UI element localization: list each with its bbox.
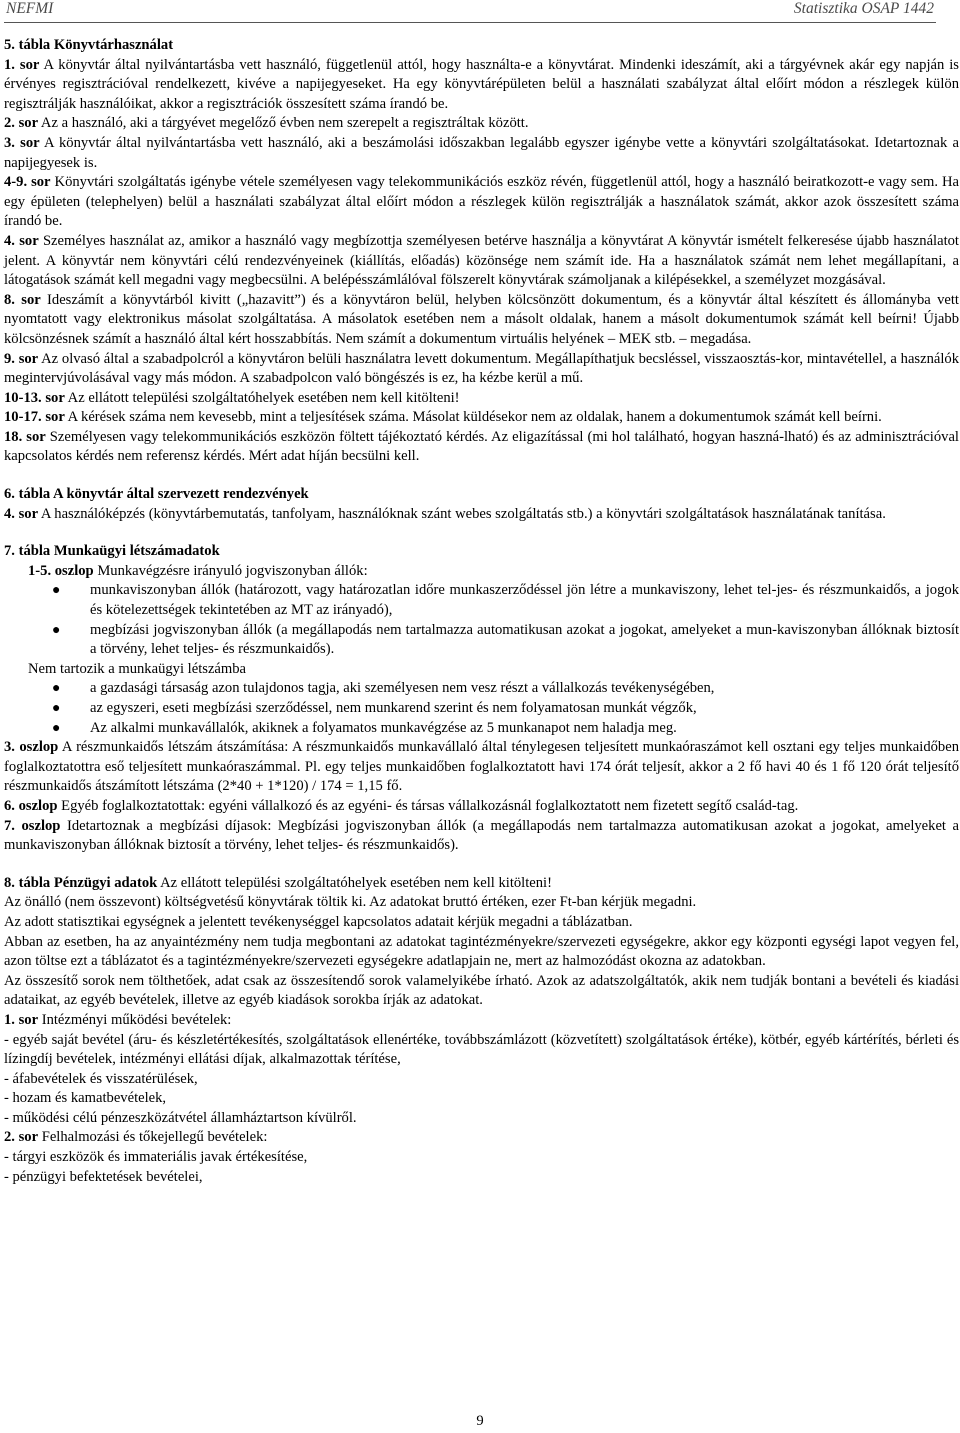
section-8-title: 8. tábla Pénzügyi adatok Az ellátott települési szolgáltatóhelyek esetében nem kell kitölteni! xyxy=(4,874,552,891)
sec5-row-2: 2. sor Az a használó, aki a tárgyévet megelőző évben nem szerepelt a regisztráltak között. xyxy=(4,115,529,132)
sec5-row-4: 4. sor Személyes használat az, amikor a használó vagy megbízottja személyesen betérve használja a könyvtárat A könyvtár ismételt felkeresése újabb használatot jelent. A könyvtár nem könyvtári célú rendezvényeinek (kiállítás, előadás) közönsége nem számít ide. Ha a használatok számát nem lehet megállapítani, a látogatások számát kell megadni vagy megbecsülni. A belépésszámlálóval fölszerelt könyvtárak számoljanak a kilépésekkel, a személyzet mozgásával. xyxy=(4,232,959,289)
sec5-row-18: 18. sor Személyesen vagy telekommunikációs eszközön föltett tájékoztató kérdés. Az eligazítással (mi hol található, hogyan haszná-lható) és az adminisztrációval kapcsolatos kérdés nem referensz kérdés. Mért adat híján becsülni kell. xyxy=(4,428,959,465)
bullet-icon: ● xyxy=(52,720,61,736)
spacer xyxy=(4,856,959,874)
excluded-list xyxy=(4,679,959,738)
included-list xyxy=(4,581,959,659)
sec7-col-7: 7. oszlop Idetartoznak a megbízási díjasok: Megbízási jogviszonyban állók (a megállapodás nem tartalmazza automatikusan azokat a jogokat, amelyeket a munkaviszonyban állóknak biztosít a törvény, lehet teljes- és részmunkaidős). xyxy=(4,817,960,854)
list-item: - tárgyi eszközök és immateriális javak értékesítése, xyxy=(4,1149,308,1166)
sec5-row-4-9: 4-9. sor Könyvtári szolgáltatás igénybe vétele személyesen vagy telekommunikációs eszköz révén, függetlenül attól, hogy a használó beiratkozott-e vagy sem. Ha egy épületen (telephelyen) belül a használati szabályzat által előírt módon a részlegek külön regisztrálják a használatok számát, akkor azok összesített száma írandó be. xyxy=(4,174,959,230)
sec7-col-1-5: 1-5. oszlop Munkavégzésre irányuló jogviszonyban állók: xyxy=(28,562,368,579)
sec7-col-6: 6. oszlop Egyéb foglalkoztatottak: egyéni vállalkozó és az egyéni- és társas vállalkozásnál foglalkoztatott nem fizetett segítő család-tag. xyxy=(4,797,799,814)
section-5-title: 5. tábla Könyvtárhasználat xyxy=(4,37,174,53)
list-item: - működési célú pénzeszközátvétel államháztartson kívülről. xyxy=(4,1109,357,1126)
list-item: ● a gazdasági társaság azon tulajdonos tagja, aki személyesen nem vesz részt a vállalkozás tevékenységében, xyxy=(4,679,959,699)
list-item: ● Az alkalmi munkavállalók, akiknek a folyamatos munkavégzése az 5 munkanapot nem haladja meg. xyxy=(4,719,959,739)
sec5-row-3: 3. sor A könyvtár által nyilvántartásba vett használó, aki a beszámolási időszakban legalább egyszer igénybe vette a könyvtári szolgáltatásokat. Idetartoznak a napijegyesek is. xyxy=(4,134,959,171)
bullet-icon: ● xyxy=(52,701,61,716)
bullet-icon: ● xyxy=(52,681,61,697)
document-body xyxy=(4,36,959,1187)
sec6-row-4: 4. sor A használóképzés (könyvtárbemutatás, tanfolyam, használóknak szánt webes szolgáltatás stb.) a könyvtári szolgáltatások használatának tanítása. xyxy=(4,505,886,522)
sec5-row-10-13: 10-13. sor Az ellátott települési szolgáltatóhelyek esetében nem kell kitölteni! xyxy=(4,389,460,406)
list-item: ● megbízási jogviszonyban állók (a megállapodás nem tartalmazza automatikusan azokat a jogokat, amelyeket a mun-kaviszonyban állóknak biztosít a törvény, lehet teljes- és részmunkaidős). xyxy=(52,621,959,658)
list-item: - hozam és kamatbevételek, xyxy=(4,1090,167,1107)
sec8-row-2: 2. sor Felhalmozási és tőkejellegű bevételek: xyxy=(4,1129,268,1146)
sec8-para-4: Az összesítő sorok nem tölthetőek, adat csak az összesítendő sorok valamelyikébe írható. Azok az adatszolgáltatók, akik nem tudják bontani a bevételi és kiadási adataikat, az egyéb bevételek, illetve az egyéb kiadások sorokba írják az adatokat. xyxy=(4,972,959,1009)
sec5-row-9: 9. sor Az olvasó által a szabadpolcról a könyvtáron belüli használatra levett dokumentum. Megállapíthatjuk becsléssel, visszaosztás-kor, mintavétellel, a használók megintervjúvolásával vagy más módon. A szabadpolcon való böngészés is ez, ha kézbe kerül a mű. xyxy=(4,350,959,387)
list-item: - pénzügyi befektetések bevételei, xyxy=(4,1168,203,1185)
spacer xyxy=(4,524,959,542)
sec5-row-1: 1. sor A könyvtár által nyilvántartásba vett használó, függetlenül attól, hogy használta-e a könyvtárat. Mindenki ideszámít, aki a tárgyévnek akár egy napján is érvényes regisztrációval rendelkezett, kivéve a napijegyeseket. Ha egy könyvtárépületen belül a használati szabályzat által előírt módon a részlegek külön regisztrálják használóikat, akkor a regisztrációk összesített száma írandó be. xyxy=(4,56,959,112)
list-item: ● munkaviszonyban állók (határozott, vagy határozatlan időre munkaszerződéssel jön létre a munkaviszony, lehet tel-jes- és részmunkaidős, a jogok és kötelezettségek tekintetében az MT az irányadó), xyxy=(52,582,959,619)
sec5-row-8: 8. sor Ideszámít a könyvtárból kivitt („hazavitt”) és a könyvtáron belül, helyben kölcsönzött dokumentum, és a könyvtár által készített és állományba vett nyomtatott vagy elektronikus másolat szolgáltatása. A másolatok esetében nem a másolt oldalak, hanem a másolt dokumentumok számát kell beírni! Újabb kölcsönzésnek számít a használó által kért hosszabbítás. Nem számít a dokumentum virtuális helyének – MEK stb. – megadása. xyxy=(4,291,959,347)
bullet-icon: ● xyxy=(52,622,61,638)
section-6-title: 6. tábla A könyvtár által szervezett rendezvények xyxy=(4,486,309,503)
sec5-row-10-17: 10-17. sor A kérések száma nem kevesebb, mint a teljesítések száma. Másolat küldésekor nem az oldalak, hanem a dokumentumok számát kell beírni. xyxy=(4,409,882,426)
header-left: NEFMI xyxy=(6,0,54,17)
page-number: 9 xyxy=(476,1413,484,1429)
sec8-para-1: Az önálló (nem összevont) költségvetésű könyvtárak töltik ki. Az adatokat bruttó értéken, ezer Ft-ban kérjük megadni. xyxy=(4,894,697,911)
list-item: ● az egyszeri, eseti megbízási szerződéssel, nem munkarend szerint és nem folyamatosan munkát végzők, xyxy=(4,699,959,719)
page-header xyxy=(0,0,960,30)
header-right: Statisztika OSAP 1442 xyxy=(793,0,934,17)
bullet-icon: ● xyxy=(52,583,61,599)
not-included-label: Nem tartozik a munkaügyi létszámba xyxy=(28,660,247,677)
sec7-col-3: 3. oszlop A részmunkaidős létszám átszámítása: A részmunkaidős munkavállaló által ténylegesen teljesített munkaóraszámot kell osztani egy teljes munkaidőben foglalkoztatottra eső teljesített munkaóraszámmal. Pl. egy teljes munkaidőben foglalkoztatott havi 174 órát teljesít, akkor a 2 fő havi 40 és 1 fő 120 órát teljesítő részmunkaidős átszámított létszáma (2*40 + 1*120) / 174 = 1,15 fő. xyxy=(4,739,960,795)
sec8-para-2: Az adott statisztikai egységnek a jelentett tevékenységgel kapcsolatos adatait kérjük megadni a táblázatban. xyxy=(4,913,633,930)
spacer xyxy=(4,467,959,485)
header-rule xyxy=(4,22,936,23)
list-item: - áfabevételek és visszatérülések, xyxy=(4,1070,198,1087)
section-7-title: 7. tábla Munkaügyi létszámadatok xyxy=(4,543,220,560)
sec8-row-1: 1. sor Intézményi működési bevételek: xyxy=(4,1011,232,1028)
sec8-para-3: Abban az esetben, ha az anyaintézmény nem tudja megbontani az adatokat tagintézményekre/szervezeti egységekre, akkor egy központi egységi lapot vegyen fel, azon töltse ezt a táblázatot és a tagintézményekre/szervezeti egységekre adatlapjain ne, mert az halmozódást okozna az adatokban. xyxy=(4,933,959,970)
list-item: - egyéb saját bevétel (áru- és készletértékesítés, szolgáltatások ellenértéke, továbbszámlázott (közvetített) szolgáltatások értéke), kötbér, egyéb kártérítés, bérleti és lízingdíj bevételek, intézményi ellátási díjak, alkalmazottak térítése, xyxy=(4,1031,959,1068)
